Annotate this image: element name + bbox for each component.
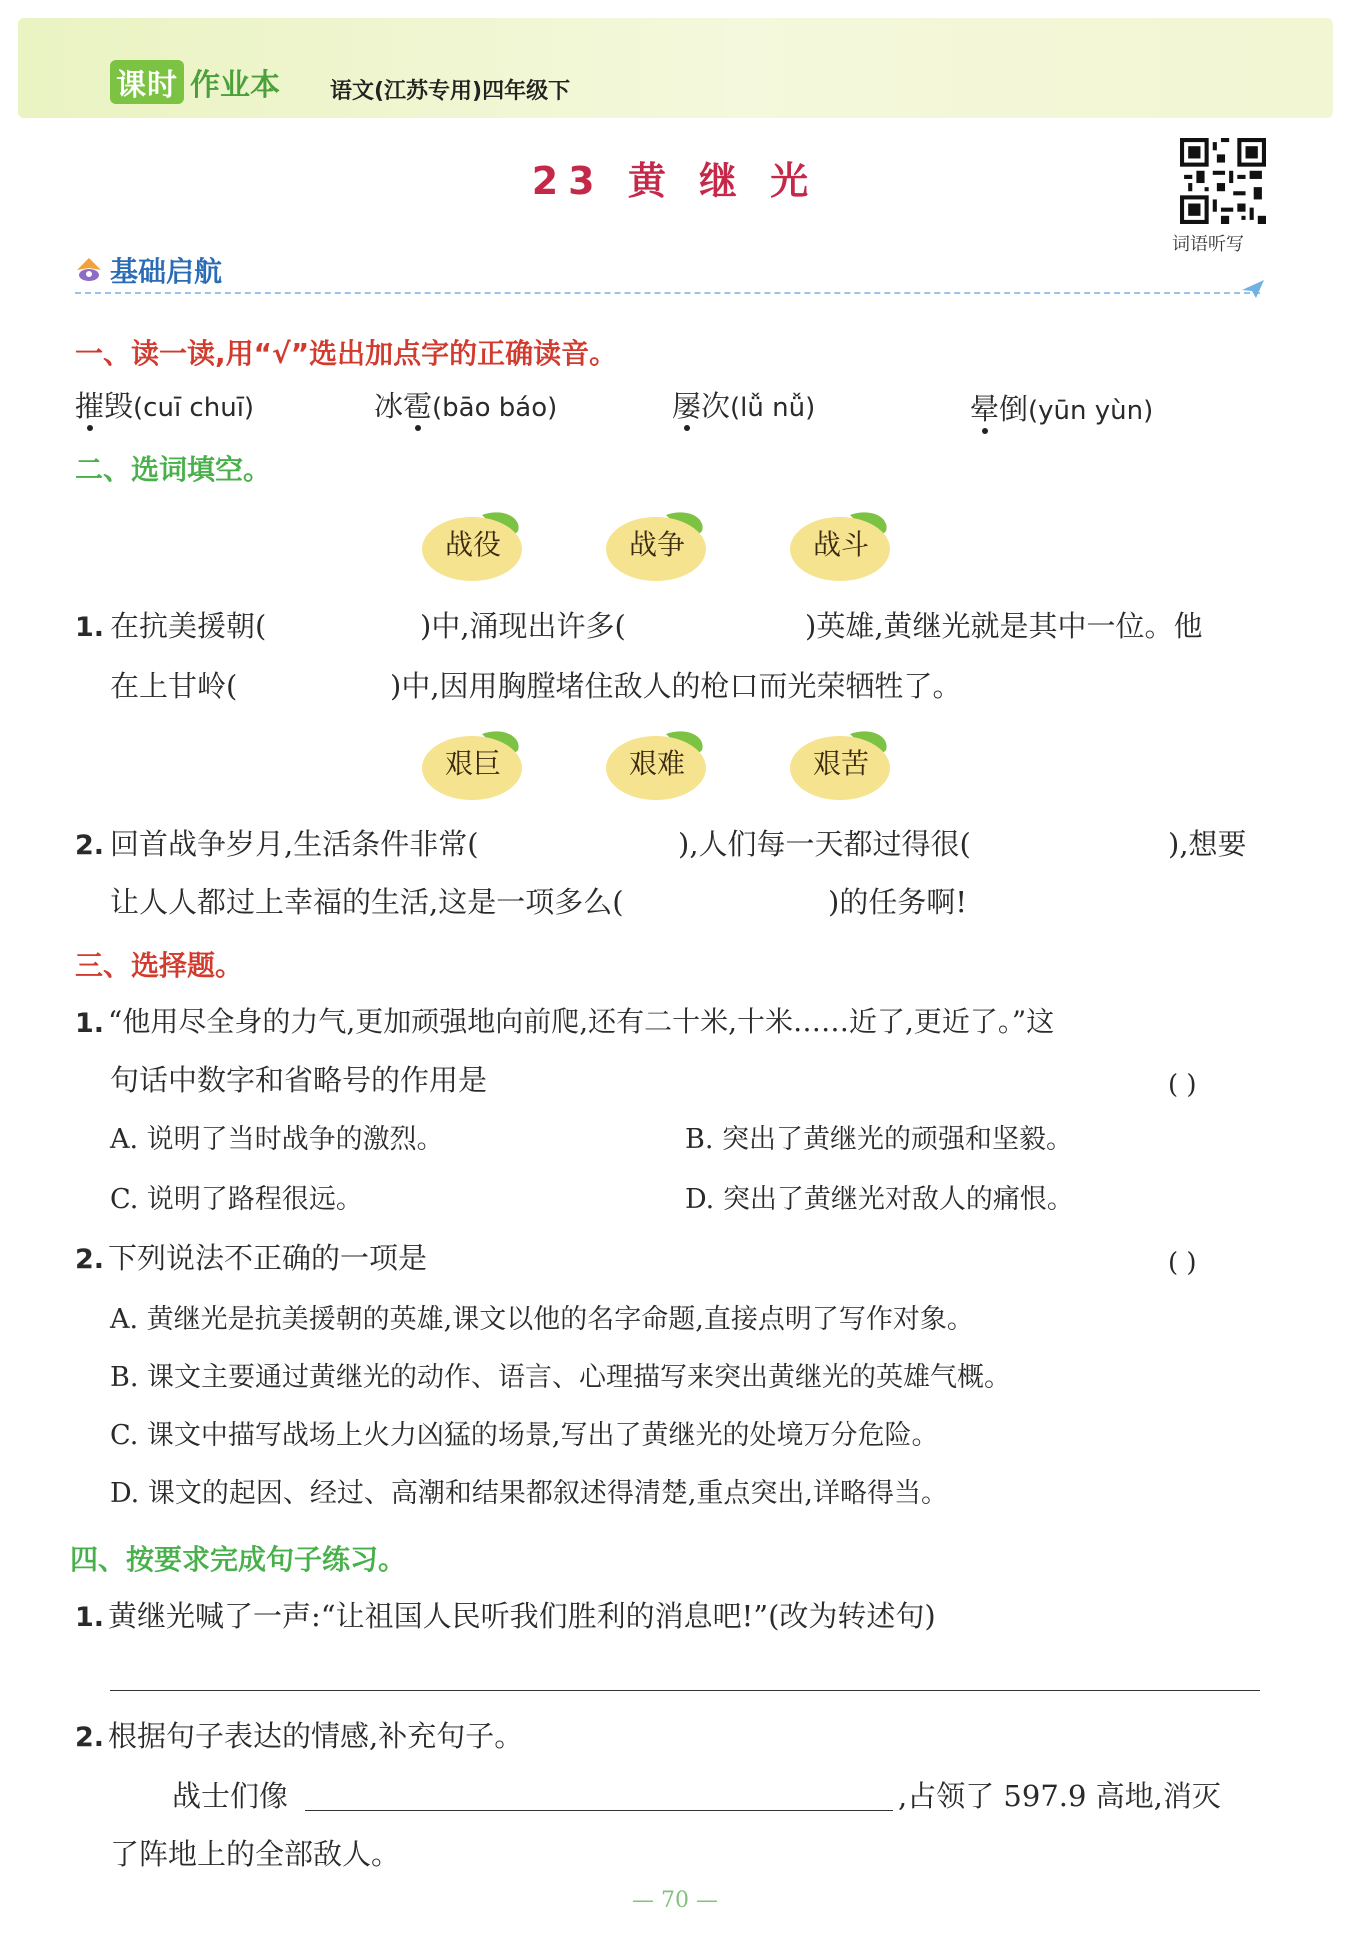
word-option: 艰苦 xyxy=(812,747,869,780)
rocket-icon xyxy=(74,255,104,285)
dotted-char: 摧 xyxy=(75,389,105,423)
sentence-text: ,占领了 597.9 高地,消灭 xyxy=(898,1779,1221,1813)
option-a[interactable]: A. 黄继光是抗美援朝的英雄,课文以他的名字命题,直接点明了写作对象。 xyxy=(110,1304,974,1335)
answer-line[interactable] xyxy=(110,1690,1260,1691)
brand xyxy=(110,62,280,102)
q3-heading: 三、选择题。 xyxy=(75,949,244,982)
option-d[interactable]: D. 突出了黄继光对敌人的痛恨。 xyxy=(685,1184,1074,1215)
word-char: 次 xyxy=(701,389,731,423)
pinyin-options: (lǚ nǚ) xyxy=(730,393,816,423)
page-number: — 70 — xyxy=(632,1888,718,1913)
word-option: 战役 xyxy=(444,528,501,561)
sentence-text: )中,涌现出许多( xyxy=(420,609,626,643)
brand-text: 作业本 xyxy=(190,68,280,103)
word-option: 战斗 xyxy=(812,528,869,561)
word-card-6 xyxy=(788,724,908,804)
answer-paren[interactable]: ( ) xyxy=(1168,1248,1197,1278)
option-c[interactable]: C. 课文中描写战场上火力凶猛的场景,写出了黄继光的处境万分危险。 xyxy=(110,1420,939,1451)
question-stem: 下列说法不正确的一项是 xyxy=(108,1241,428,1275)
item-number: 2. xyxy=(75,1244,105,1275)
item-number: 2. xyxy=(75,830,105,861)
word-card-2 xyxy=(604,505,724,585)
pinyin-options: (yūn yùn) xyxy=(1028,396,1154,426)
sentence-text: 在抗美援朝( xyxy=(110,609,267,643)
section-title: 基础启航 xyxy=(110,255,223,288)
pinyin-item-4 xyxy=(970,392,1154,426)
item-number: 2. xyxy=(75,1722,105,1753)
option-c[interactable]: C. 说明了路程很远。 xyxy=(110,1184,363,1215)
word-char: 倒 xyxy=(999,392,1029,426)
option-b[interactable]: B. 突出了黄继光的顽强和坚毅。 xyxy=(685,1124,1074,1155)
sentence-text: 战士们像 xyxy=(172,1779,289,1813)
dotted-char: 雹 xyxy=(403,389,433,423)
answer-line[interactable] xyxy=(305,1810,893,1811)
answer-paren[interactable]: ( ) xyxy=(1168,1070,1197,1100)
word-option: 艰巨 xyxy=(444,747,501,780)
page-title: 23 黄 继 光 xyxy=(531,159,819,203)
sentence-text: )英雄,黄继光就是其中一位。他 xyxy=(805,609,1203,643)
item-number: 1. xyxy=(75,1602,105,1633)
pinyin-item-2 xyxy=(374,389,558,423)
word-card-3 xyxy=(788,505,908,585)
qr-code-icon[interactable] xyxy=(1180,138,1266,224)
question-stem: 黄继光喊了一声:“让祖国人民听我们胜利的消息吧!”(改为转述句) xyxy=(108,1599,936,1633)
pinyin-item-1 xyxy=(75,389,255,423)
question-stem: 句话中数字和省略号的作用是 xyxy=(110,1063,488,1097)
sentence-text: 让人人都过上幸福的生活,这是一项多么( xyxy=(110,885,624,919)
sentence-text: ),想要 xyxy=(1168,827,1247,861)
item-number: 1. xyxy=(75,612,105,643)
q4-heading: 四、按要求完成句子练习。 xyxy=(70,1543,407,1576)
sentence-text: ),人们每一天都过得很( xyxy=(678,827,971,861)
question-stem: 根据句子表达的情感,补充句子。 xyxy=(108,1719,524,1753)
section-divider xyxy=(75,292,1260,294)
sentence-text: )中,因用胸膛堵住敌人的枪口而光荣牺牲了。 xyxy=(390,669,962,703)
option-a[interactable]: A. 说明了当时战争的激烈。 xyxy=(110,1124,444,1155)
paper-plane-icon xyxy=(1240,278,1266,300)
q1-heading: 一、读一读,用“√”选出加点字的正确读音。 xyxy=(75,337,618,370)
sentence-text: 在上甘岭( xyxy=(110,669,238,703)
dotted-char: 屡 xyxy=(672,389,702,423)
qr-label: 词语听写 xyxy=(1172,234,1244,255)
word-card-5 xyxy=(604,724,724,804)
pinyin-options: (bāo báo) xyxy=(432,393,558,423)
brand-logo: 课时 xyxy=(110,60,184,104)
section-heading xyxy=(74,250,222,290)
option-d[interactable]: D. 课文的起因、经过、高潮和结果都叙述得清楚,重点突出,详略得当。 xyxy=(110,1478,949,1509)
item-number: 1. xyxy=(75,1008,105,1039)
pinyin-item-3 xyxy=(672,389,816,423)
sentence-text: 了阵地上的全部敌人。 xyxy=(110,1837,401,1871)
word-char: 毁 xyxy=(104,389,134,423)
option-b[interactable]: B. 课文主要通过黄继光的动作、语言、心理描写来突出黄继光的英雄气概。 xyxy=(110,1362,1012,1393)
sentence-text: )的任务啊! xyxy=(828,885,967,919)
sentence-text: 回首战争岁月,生活条件非常( xyxy=(110,827,479,861)
word-card-4 xyxy=(420,724,540,804)
q2-heading: 二、选词填空。 xyxy=(75,453,272,486)
word-option: 艰难 xyxy=(628,747,685,780)
book-subtitle: 语文(江苏专用)四年级下 xyxy=(330,79,571,104)
pinyin-options: (cuī chuī) xyxy=(133,393,255,423)
word-card-1 xyxy=(420,505,540,585)
question-stem: “他用尽全身的力气,更加顽强地向前爬,还有二十米,十米……近了,更近了。”这 xyxy=(108,1005,1055,1038)
word-char: 冰 xyxy=(374,389,404,423)
dotted-char: 晕 xyxy=(970,392,1000,426)
word-option: 战争 xyxy=(628,528,685,561)
